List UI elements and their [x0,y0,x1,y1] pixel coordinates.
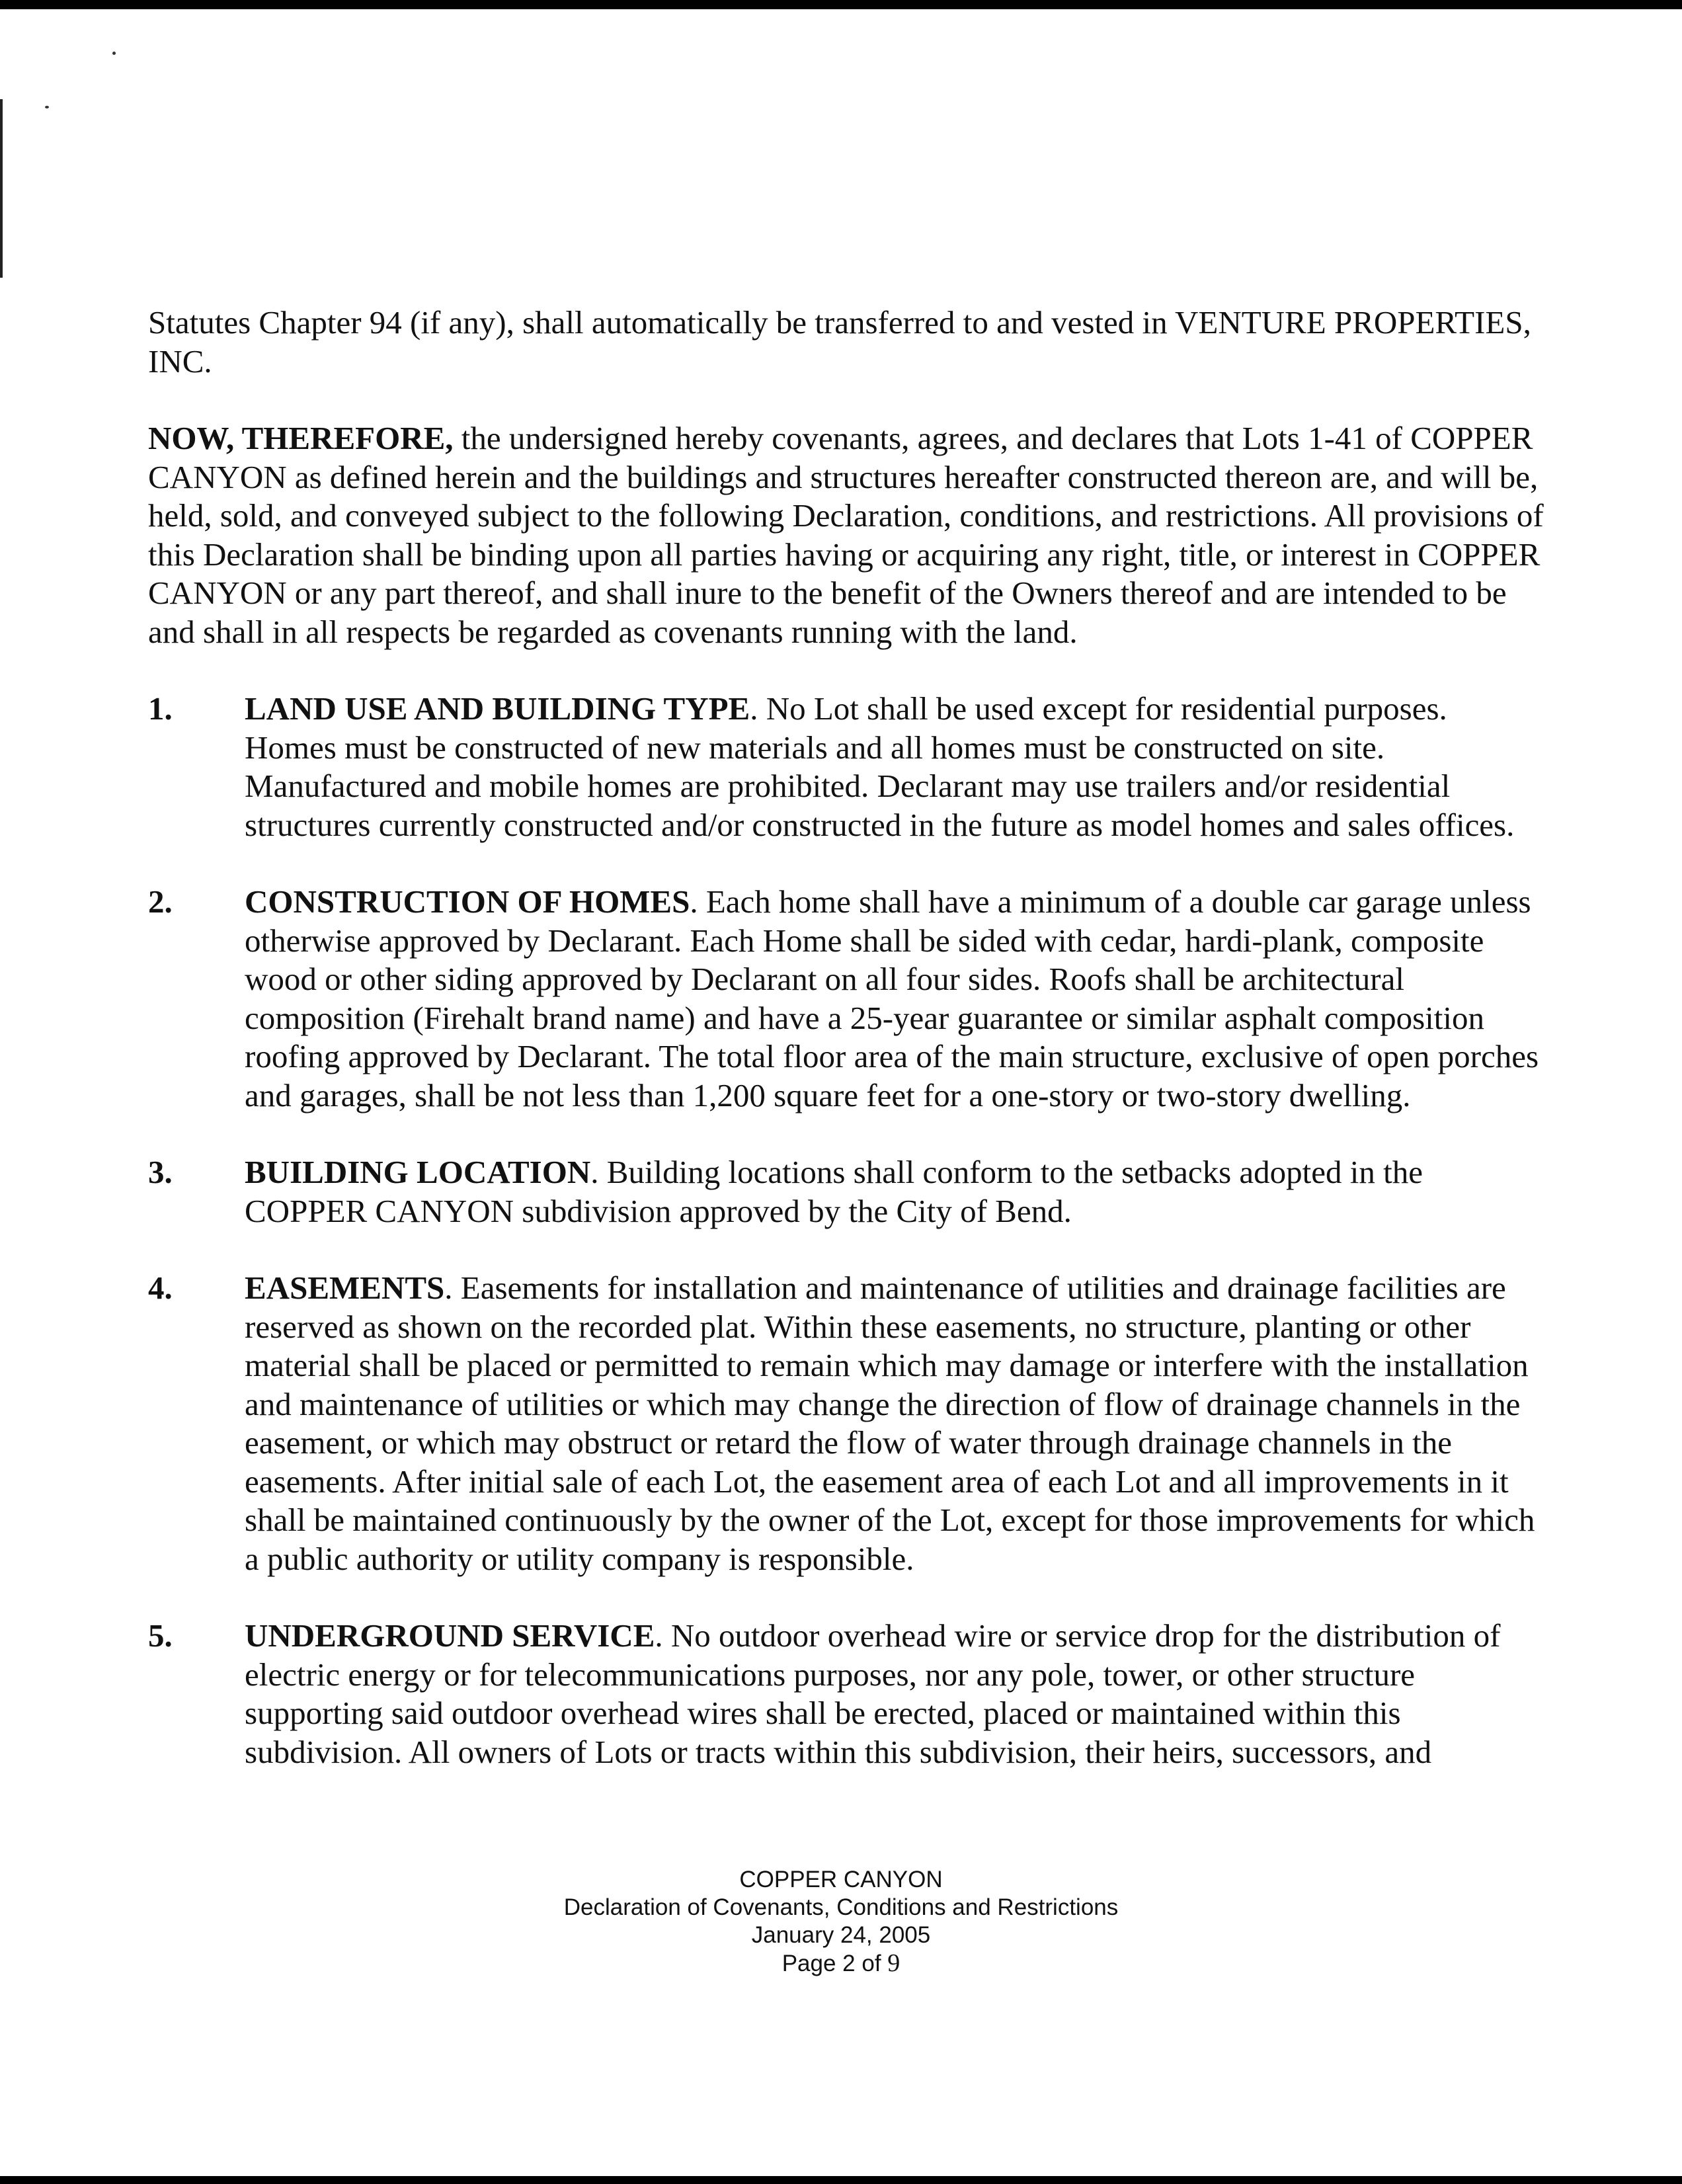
section-heading: UNDERGROUND SERVICE [245,1617,655,1654]
footer-page-number [0,1949,1682,1978]
footer-doc-title: Declaration of Covenants, Conditions and Restrictions [563,1894,1119,1920]
section-1 [148,690,1546,844]
document-body [148,303,1546,1771]
section-number: 2. [148,883,173,920]
scan-speck [45,106,49,108]
section-number: 4. [148,1270,173,1306]
page-footer [0,1866,1682,1978]
section-number: 3. [148,1154,173,1190]
scan-border-bottom [0,2176,1682,2184]
section-number: 1. [148,690,173,727]
scan-speck [112,52,116,55]
section-content [245,1153,1546,1231]
section-number: 5. [148,1617,173,1654]
scan-border-top [0,0,1682,9]
section-text: . No outdoor overhead wire or service drop for the distribution of electric energy or for telecommunications purposes, nor any pole, tower, or other structure supporting said outdoor overhead wires shall be erected, placed or maintained within this subdivision. All owners of Lots or tracts within this subdivision, their heirs, successors, and [245,1617,1501,1770]
section-text: . Easements for installation and maintenance of utilities and drainage facilities are reserved as shown on the recorded plat. Within these easements, no structure, planting or other material shall be placed or permitted to remain which may damage or interfere with the installation and maintenance of utilities or which may change the direction of flow of drainage channels in the easement, or which may obstruct or retard the flow of water through drainage channels in the easements. After initial sale of each Lot, the easement area of each Lot and all improvements in it shall be maintained continuously by the owner of the Lot, except for those improvements for which a public authority or utility company is responsible. [245,1270,1535,1577]
section-text: . No Lot shall be used except for residential purposes. Homes must be constructed of new materials and all homes must be constructed on site. Manufactured and mobile homes are prohibited. Declarant may use trailers and/or residential structures currently constructed and/or constructed in the future as model homes and sales offices. [245,690,1515,843]
section-content [245,1617,1546,1771]
section-2 [148,883,1546,1115]
section-heading: BUILDING LOCATION [245,1154,591,1190]
footer-date: January 24, 2005 [751,1922,931,1948]
scan-edge-left [0,99,3,278]
section-4 [148,1269,1546,1578]
section-heading: EASEMENTS [245,1270,445,1306]
section-text: . Each home shall have a minimum of a double car garage unless otherwise approved by Declarant. Each Home shall be sided with cedar, hardi-plank, composite wood or other siding approved by Declarant on all four sides. Roofs shall be architectural composition (Firehalt brand name) and have a 25-year guarantee or similar asphalt composition roofing approved by Declarant. The total floor area of the main structure, exclusive of open porches and garages, shall be not less than 1,200 square feet for a one-story or two-story dwelling. [245,883,1539,1113]
footer-project: COPPER CANYON [739,1867,943,1892]
section-content [245,883,1546,1115]
intro-continuation: Statutes Chapter 94 (if any), shall automatically be transferred to and vested in VENTURE PROPERTIES, INC. [148,304,1531,380]
section-heading: CONSTRUCTION OF HOMES [245,883,690,920]
footer-page-total: 9 [887,1949,901,1977]
section-content [245,690,1546,844]
now-therefore-text: the undersigned hereby covenants, agrees, and declares that Lots 1-41 of COPPER CANYON as defined herein and the buildings and structures hereafter constructed thereon are, and will be, held, sold, and conveyed subject to the following Declaration, conditions, and restrictions. All provisions of this Declaration shall be binding upon all parties having or acquiring any right, title, or interest in COPPER CANYON or any part thereof, and shall inure to the benefit of the Owners thereof and are intended to be and shall in all respects be regarded as covenants running with the land. [148,420,1544,650]
now-therefore-lead: NOW, THEREFORE, [148,420,454,456]
section-heading: LAND USE AND BUILDING TYPE [245,690,750,727]
section-5 [148,1617,1546,1771]
now-therefore-paragraph [148,419,1546,651]
section-3 [148,1153,1546,1231]
footer-page-prefix: Page 2 of [781,1951,888,1976]
section-text: . Building locations shall conform to the setbacks adopted in the COPPER CANYON subdivision approved by the City of Bend. [245,1154,1423,1229]
section-content [245,1269,1546,1578]
